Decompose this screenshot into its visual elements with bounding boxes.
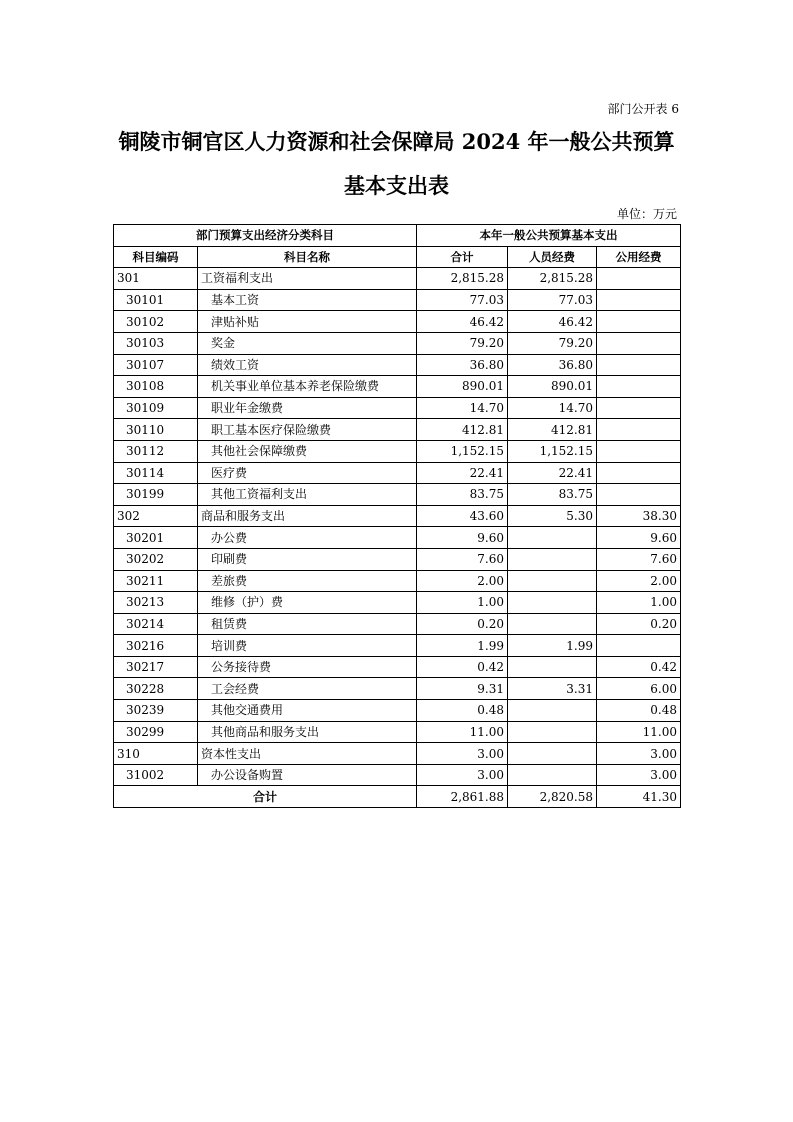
row-personnel: 1.99 — [508, 635, 597, 657]
table-row — [114, 332, 681, 354]
row-public: 2.00 — [597, 570, 681, 592]
row-public — [597, 332, 681, 354]
row-code: 31002 — [114, 764, 198, 786]
row-name: 津贴补贴 — [198, 311, 417, 333]
row-personnel: 22.41 — [508, 462, 597, 484]
header-row-group — [114, 225, 681, 247]
row-public: 3.00 — [597, 743, 681, 765]
row-total: 890.01 — [417, 376, 508, 398]
row-total: 77.03 — [417, 289, 508, 311]
row-name: 办公费 — [198, 527, 417, 549]
row-total: 79.20 — [417, 332, 508, 354]
table-row — [114, 354, 681, 376]
row-name: 其他商品和服务支出 — [198, 721, 417, 743]
row-total: 9.60 — [417, 527, 508, 549]
table-row — [114, 764, 681, 786]
row-personnel — [508, 613, 597, 635]
row-code: 30202 — [114, 548, 198, 570]
row-code: 302 — [114, 505, 198, 527]
row-name: 其他交通费用 — [198, 700, 417, 722]
header-personnel: 人员经费 — [508, 246, 597, 268]
row-personnel: 83.75 — [508, 484, 597, 506]
row-personnel — [508, 743, 597, 765]
row-name: 办公设备购置 — [198, 764, 417, 786]
row-code: 30114 — [114, 462, 198, 484]
table-row — [114, 311, 681, 333]
row-code: 30211 — [114, 570, 198, 592]
row-code: 30112 — [114, 440, 198, 462]
table-row — [114, 635, 681, 657]
summary-personnel: 2,820.58 — [508, 786, 597, 808]
table-row — [114, 527, 681, 549]
header-group-left: 部门预算支出经济分类科目 — [114, 225, 417, 247]
row-public — [597, 311, 681, 333]
table-row — [114, 440, 681, 462]
row-code: 30217 — [114, 656, 198, 678]
row-name: 基本工资 — [198, 289, 417, 311]
page-subtitle: 基本支出表 — [344, 173, 449, 198]
row-total: 2.00 — [417, 570, 508, 592]
row-name: 资本性支出 — [198, 743, 417, 765]
row-personnel: 3.31 — [508, 678, 597, 700]
table-row — [114, 376, 681, 398]
row-personnel: 1,152.15 — [508, 440, 597, 462]
table-row — [114, 570, 681, 592]
table-row — [114, 721, 681, 743]
row-total: 43.60 — [417, 505, 508, 527]
row-total: 7.60 — [417, 548, 508, 570]
row-public: 3.00 — [597, 764, 681, 786]
row-code: 30102 — [114, 311, 198, 333]
row-personnel: 77.03 — [508, 289, 597, 311]
row-public — [597, 419, 681, 441]
row-personnel — [508, 700, 597, 722]
row-total: 1.00 — [417, 592, 508, 614]
row-public — [597, 354, 681, 376]
row-personnel: 46.42 — [508, 311, 597, 333]
row-code: 30101 — [114, 289, 198, 311]
row-total: 9.31 — [417, 678, 508, 700]
row-name: 印刷费 — [198, 548, 417, 570]
row-name: 培训费 — [198, 635, 417, 657]
table-row — [114, 397, 681, 419]
row-total: 3.00 — [417, 764, 508, 786]
row-total: 46.42 — [417, 311, 508, 333]
header-total: 合计 — [417, 246, 508, 268]
row-name: 医疗费 — [198, 462, 417, 484]
page-title: 铜陵市铜官区人力资源和社会保障局 2024 年一般公共预算 — [118, 129, 675, 154]
row-name: 工资福利支出 — [198, 268, 417, 290]
row-code: 30213 — [114, 592, 198, 614]
row-public: 1.00 — [597, 592, 681, 614]
header-code: 科目编码 — [114, 246, 198, 268]
table-row — [114, 548, 681, 570]
row-name: 差旅费 — [198, 570, 417, 592]
row-total: 36.80 — [417, 354, 508, 376]
table-row — [114, 656, 681, 678]
header-group-right: 本年一般公共预算基本支出 — [417, 225, 681, 247]
row-public — [597, 268, 681, 290]
row-name: 其他工资福利支出 — [198, 484, 417, 506]
row-personnel — [508, 656, 597, 678]
row-public: 7.60 — [597, 548, 681, 570]
row-code: 30201 — [114, 527, 198, 549]
row-name: 机关事业单位基本养老保险缴费 — [198, 376, 417, 398]
table-row — [114, 743, 681, 765]
budget-table — [113, 224, 681, 808]
row-name: 职业年金缴费 — [198, 397, 417, 419]
row-public — [597, 289, 681, 311]
row-public — [597, 484, 681, 506]
row-personnel — [508, 548, 597, 570]
row-total: 1.99 — [417, 635, 508, 657]
row-public: 0.48 — [597, 700, 681, 722]
row-code: 30110 — [114, 419, 198, 441]
row-code: 30107 — [114, 354, 198, 376]
row-personnel: 890.01 — [508, 376, 597, 398]
row-code: 30299 — [114, 721, 198, 743]
header-name: 科目名称 — [198, 246, 417, 268]
table-row — [114, 289, 681, 311]
table-row — [114, 484, 681, 506]
table-row — [114, 268, 681, 290]
row-personnel: 2,815.28 — [508, 268, 597, 290]
row-total: 0.20 — [417, 613, 508, 635]
row-name: 职工基本医疗保险缴费 — [198, 419, 417, 441]
row-public: 0.42 — [597, 656, 681, 678]
row-personnel — [508, 592, 597, 614]
row-name: 维修（护）费 — [198, 592, 417, 614]
summary-public: 41.30 — [597, 786, 681, 808]
header-row-columns — [114, 246, 681, 268]
row-personnel — [508, 764, 597, 786]
table-row — [114, 462, 681, 484]
row-name: 奖金 — [198, 332, 417, 354]
row-public: 11.00 — [597, 721, 681, 743]
summary-total: 2,861.88 — [417, 786, 508, 808]
table-row — [114, 700, 681, 722]
row-public — [597, 440, 681, 462]
row-code: 30216 — [114, 635, 198, 657]
row-total: 412.81 — [417, 419, 508, 441]
row-code: 301 — [114, 268, 198, 290]
row-name: 租赁费 — [198, 613, 417, 635]
row-public: 0.20 — [597, 613, 681, 635]
row-personnel: 412.81 — [508, 419, 597, 441]
row-total: 0.48 — [417, 700, 508, 722]
summary-label: 合计 — [114, 786, 417, 808]
row-public — [597, 376, 681, 398]
row-code: 30199 — [114, 484, 198, 506]
row-total: 3.00 — [417, 743, 508, 765]
row-public — [597, 397, 681, 419]
row-code: 30228 — [114, 678, 198, 700]
row-code: 30103 — [114, 332, 198, 354]
row-public: 6.00 — [597, 678, 681, 700]
row-total: 2,815.28 — [417, 268, 508, 290]
row-code: 30109 — [114, 397, 198, 419]
row-name: 公务接待费 — [198, 656, 417, 678]
row-personnel: 14.70 — [508, 397, 597, 419]
row-personnel — [508, 721, 597, 743]
form-number: 部门公开表 6 — [607, 102, 679, 116]
summary-row — [114, 786, 681, 808]
table-row — [114, 678, 681, 700]
row-code: 30214 — [114, 613, 198, 635]
row-personnel: 5.30 — [508, 505, 597, 527]
table-row — [114, 613, 681, 635]
row-public — [597, 635, 681, 657]
table-row — [114, 592, 681, 614]
row-public — [597, 462, 681, 484]
row-total: 1,152.15 — [417, 440, 508, 462]
row-code: 30108 — [114, 376, 198, 398]
row-name: 绩效工资 — [198, 354, 417, 376]
row-public: 9.60 — [597, 527, 681, 549]
row-total: 0.42 — [417, 656, 508, 678]
row-personnel: 36.80 — [508, 354, 597, 376]
header-public: 公用经费 — [597, 246, 681, 268]
row-code: 30239 — [114, 700, 198, 722]
row-personnel: 79.20 — [508, 332, 597, 354]
row-total: 22.41 — [417, 462, 508, 484]
row-public: 38.30 — [597, 505, 681, 527]
row-name: 工会经费 — [198, 678, 417, 700]
row-name: 商品和服务支出 — [198, 505, 417, 527]
row-personnel — [508, 570, 597, 592]
row-personnel — [508, 527, 597, 549]
unit-label: 单位：万元 — [616, 207, 677, 221]
row-name: 其他社会保障缴费 — [198, 440, 417, 462]
row-total: 83.75 — [417, 484, 508, 506]
table-row — [114, 419, 681, 441]
table-row — [114, 505, 681, 527]
row-total: 11.00 — [417, 721, 508, 743]
row-code: 310 — [114, 743, 198, 765]
row-total: 14.70 — [417, 397, 508, 419]
